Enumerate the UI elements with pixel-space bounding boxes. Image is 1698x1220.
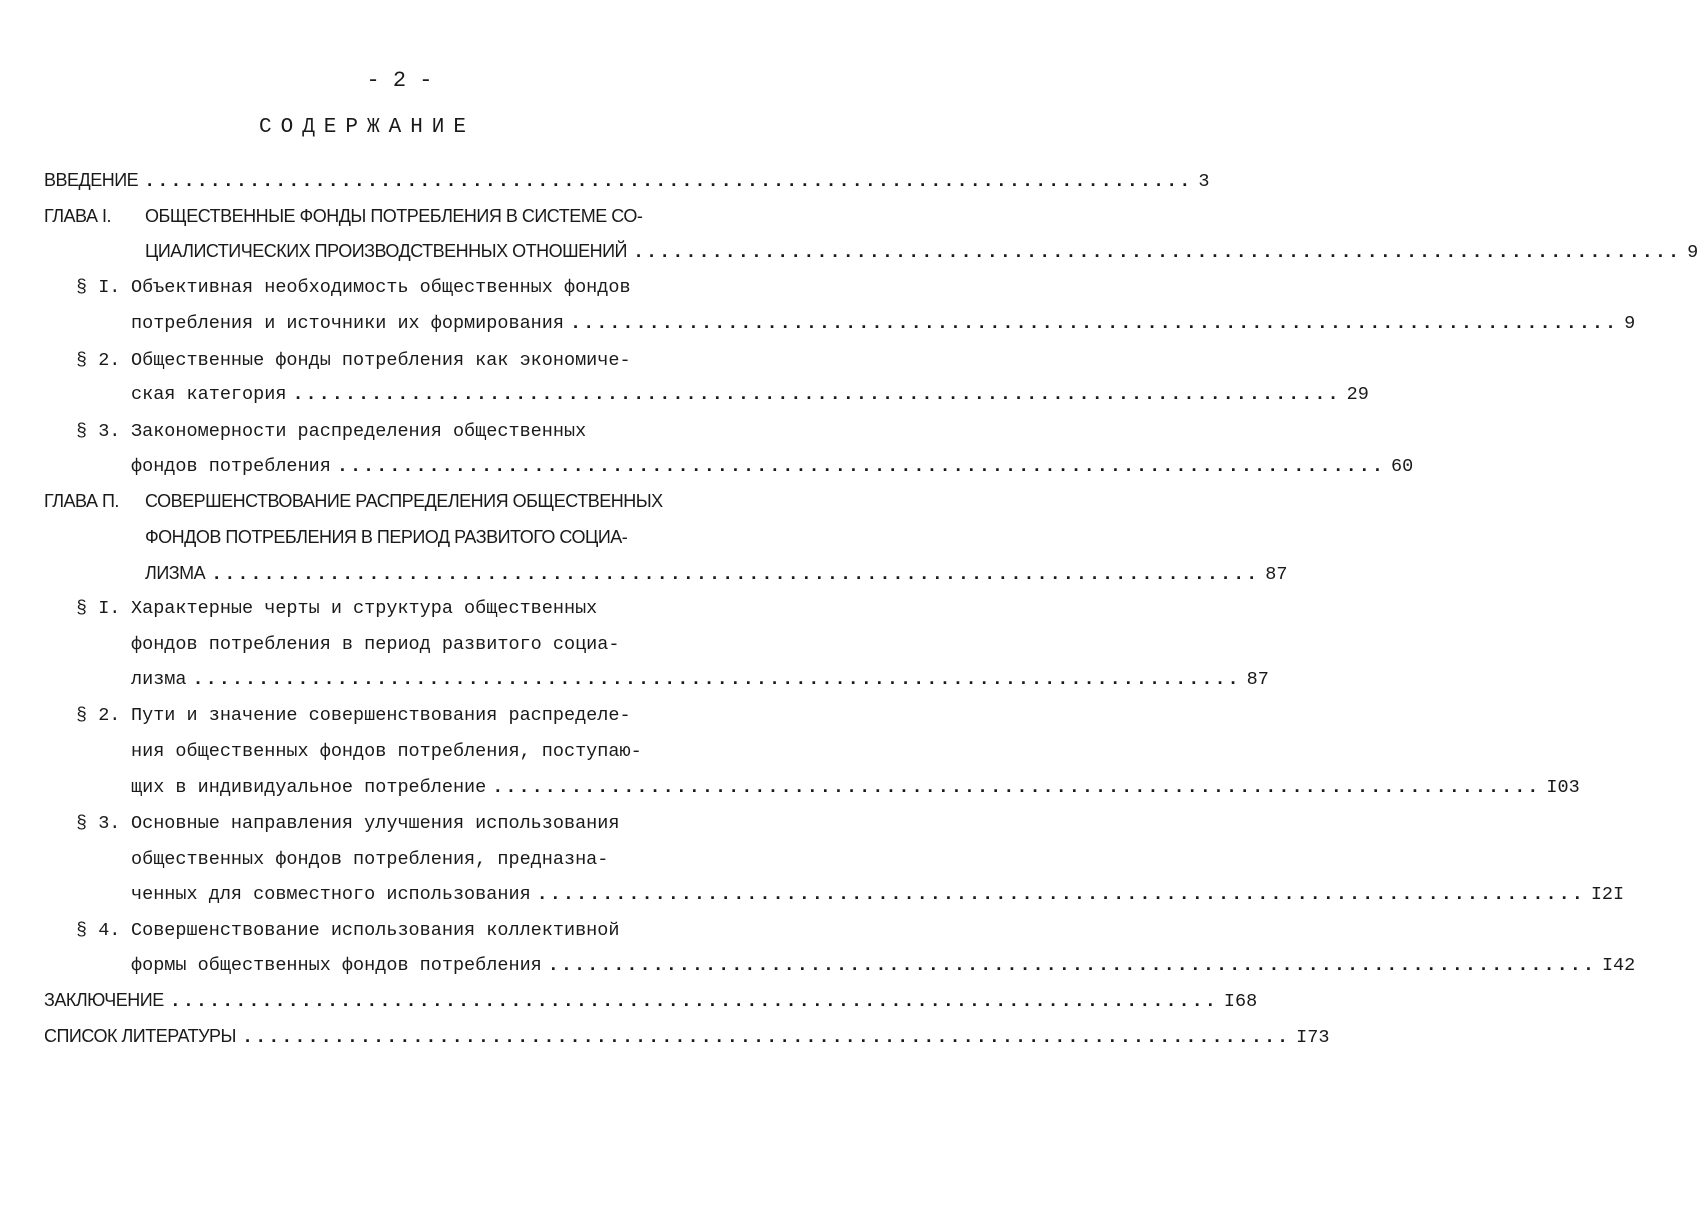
entry-page: 29 [1346, 384, 1369, 405]
toc-entry-section-2-2 [131, 773, 1580, 803]
section-2-4-title-line1: Совершенствование использования коллективной [131, 920, 620, 941]
leader-dots: ................................................................................ [547, 955, 1596, 976]
entry-title: фондов потребления [131, 456, 331, 477]
section-2-3-title-line1: Основные направления улучшения использования [131, 813, 620, 834]
section-2-2-number: § 2. [76, 705, 121, 726]
entry-title: ЦИАЛИСТИЧЕСКИХ ПРОИЗВОДСТВЕННЫХ ОТНОШЕНИЙ [145, 241, 627, 261]
section-1-3-title-line1: Закономерности распределения общественных [131, 421, 587, 442]
chapter-2-title-line2: ФОНДОВ ПОТРЕБЛЕНИЯ В ПЕРИОД РАЗВИТОГО СОЦИА- [145, 527, 628, 547]
chapter-2-label: ГЛАВА П. [44, 491, 119, 511]
entry-title: формы общественных фондов потребления [131, 955, 542, 976]
section-1-2-number: § 2. [76, 350, 121, 371]
section-2-1-title-line2: фондов потребления в период развитого социа- [131, 634, 620, 655]
entry-title: СПИСОК ЛИТЕРАТУРЫ [44, 1026, 236, 1046]
entry-page: I03 [1546, 777, 1580, 798]
entry-page: 60 [1391, 456, 1414, 477]
toc-entry-section-2-4 [131, 951, 1636, 981]
section-2-1-number: § I. [76, 598, 121, 619]
entry-title: ЗАКЛЮЧЕНИЕ [44, 990, 164, 1010]
chapter-1-title-line1: ОБЩЕСТВЕННЫЕ ФОНДЫ ПОТРЕБЛЕНИЯ В СИСТЕМЕ СО- [145, 206, 643, 226]
entry-title: потребления и источники их формирования [131, 313, 564, 334]
page-number: - 2 - [366, 68, 433, 93]
entry-page: 3 [1198, 171, 1210, 192]
leader-dots: ................................................................................ [536, 884, 1585, 905]
entry-page: 87 [1265, 564, 1288, 585]
entry-page: 9 [1687, 242, 1698, 263]
leader-dots: ................................................................................ [336, 456, 1385, 477]
section-1-1-number: § I. [76, 277, 121, 298]
entry-page: I68 [1223, 991, 1258, 1012]
leader-dots: ................................................................................ [211, 564, 1260, 585]
section-1-3-number: § 3. [76, 421, 121, 442]
toc-entry-section-2-1 [131, 665, 1269, 695]
entry-title: ченных для совместного использования [131, 884, 531, 905]
section-2-3-title-line2: общественных фондов потребления, предназна- [131, 849, 609, 870]
section-1-1-title-line1: Объективная необходимость общественных фондов [131, 277, 631, 298]
entry-page: 9 [1624, 313, 1636, 334]
toc-entry-section-1-2 [131, 380, 1369, 410]
entry-title: лизма [131, 669, 187, 690]
section-2-3-number: § 3. [76, 813, 121, 834]
entry-page: I42 [1601, 955, 1636, 976]
toc-entry-chapter-2 [145, 558, 1288, 588]
leader-dots: ................................................................................ [292, 384, 1341, 405]
toc-entry-chapter-1 [145, 236, 1698, 266]
section-2-1-title-line1: Характерные черты и структура общественных [131, 598, 598, 619]
toc-entry-section-1-3 [131, 452, 1414, 482]
section-1-2-title-line1: Общественные фонды потребления как экономиче- [131, 350, 631, 371]
toc-entry-references [44, 1021, 1330, 1051]
leader-dots: ................................................................................ [144, 171, 1193, 192]
entry-title: щих в индивидуальное потребление [131, 777, 487, 798]
toc-entry-section-1-1 [131, 309, 1636, 339]
entry-page: I2I [1590, 884, 1625, 905]
toc-entry-section-2-3 [131, 880, 1625, 910]
chapter-2-title-line1: СОВЕРШЕНСТВОВАНИЕ РАСПРЕДЕЛЕНИЯ ОБЩЕСТВЕННЫХ [145, 491, 663, 511]
toc-entry-introduction [44, 165, 1210, 195]
chapter-1-label: ГЛАВА I. [44, 206, 111, 226]
section-2-2-title-line2: ния общественных фондов потребления, поступаю- [131, 741, 642, 762]
leader-dots: ................................................................................ [242, 1027, 1291, 1048]
toc-entry-conclusion [44, 985, 1258, 1015]
section-2-4-number: § 4. [76, 920, 121, 941]
entry-page: I73 [1296, 1027, 1330, 1048]
page-title: СОДЕРЖАНИЕ [258, 116, 476, 139]
leader-dots: ................................................................................ [492, 777, 1541, 798]
leader-dots: ................................................................................ [169, 991, 1218, 1012]
section-2-2-title-line1: Пути и значение совершенствования распределе- [131, 705, 631, 726]
entry-title: ЛИЗМА [145, 563, 206, 583]
leader-dots: ................................................................................ [632, 242, 1682, 263]
entry-title: ская категория [131, 384, 287, 405]
leader-dots: ................................................................................ [192, 669, 1241, 690]
entry-title: ВВЕДЕНИЕ [44, 170, 139, 190]
leader-dots: ................................................................................ [569, 313, 1619, 334]
entry-page: 87 [1246, 669, 1269, 690]
